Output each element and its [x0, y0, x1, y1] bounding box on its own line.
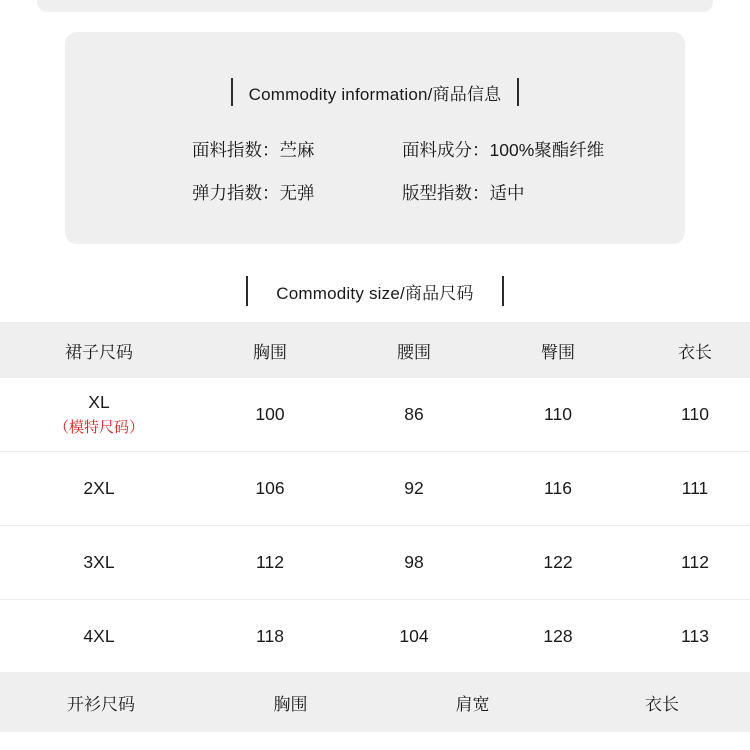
fabric-composition-value: 面料成分：100%聚酯纤维: [402, 140, 605, 160]
commodity-size-heading-en: Commodity size/: [276, 283, 405, 303]
cell-bust: 118: [198, 600, 342, 674]
header-cell-bust: 胸围: [253, 342, 287, 362]
skirt-size-table: [0, 322, 750, 674]
table-row: [0, 378, 750, 452]
header-cell-length: 衣长: [678, 342, 712, 362]
cardigan-size-table: [0, 672, 750, 732]
size-value: 4XL: [83, 625, 115, 646]
header-cell-cardigan-bust: 胸围: [273, 694, 308, 714]
commodity-information-heading: [65, 78, 685, 106]
fit-index-value: 版型指数：适中: [402, 183, 525, 203]
row-size-label: [0, 378, 198, 452]
commodity-information-heading-text: [233, 80, 518, 105]
row-size-label: [0, 452, 198, 526]
elasticity-index-value: 弹力指数：无弹: [192, 183, 315, 203]
table-gap: [0, 660, 750, 672]
table-header-row: [0, 672, 750, 732]
header-cell-hip: 臀围: [541, 342, 575, 362]
cell-length: 110: [630, 378, 750, 452]
cell-hip: 128: [486, 600, 630, 674]
table-row: [0, 452, 750, 526]
cell-waist: 104: [342, 600, 486, 674]
header-cell-cardigan-size: 开衫尺码: [67, 694, 135, 714]
table-header-row: [0, 322, 750, 378]
heading-right-bar-icon: [502, 276, 504, 306]
header-cell-waist: 腰围: [397, 342, 431, 362]
table-row: [0, 526, 750, 600]
commodity-size-heading-cn: 商品尺码: [404, 283, 474, 303]
cell-hip: 122: [486, 526, 630, 600]
size-value: 3XL: [83, 551, 115, 572]
commodity-information-heading-en: Commodity information/: [248, 84, 433, 104]
heading-right-bar-icon: [517, 78, 519, 106]
top-panel-strip: [37, 0, 713, 12]
cell-waist: 86: [342, 378, 486, 452]
info-row: [65, 180, 685, 205]
header-cell-size: 裙子尺码: [65, 342, 133, 362]
info-row: [65, 137, 685, 162]
size-value: XL: [88, 392, 110, 413]
size-value: 2XL: [83, 477, 115, 498]
cell-length: 111: [630, 452, 750, 526]
cell-length: 112: [630, 526, 750, 600]
cell-waist: 92: [342, 452, 486, 526]
cell-bust: 100: [198, 378, 342, 452]
cell-hip: 116: [486, 452, 630, 526]
cell-waist: 98: [342, 526, 486, 600]
cell-bust: 112: [198, 526, 342, 600]
header-cell-cardigan-length: 衣长: [645, 694, 679, 714]
cell-hip: 110: [486, 378, 630, 452]
commodity-size-heading: [0, 276, 750, 306]
fabric-index-value: 面料指数：苎麻: [192, 140, 315, 160]
model-size-note: （模特尺码）: [53, 418, 144, 436]
cell-bust: 106: [198, 452, 342, 526]
header-cell-cardigan-shoulder: 肩宽: [455, 694, 490, 714]
commodity-information-rows: [65, 137, 685, 223]
commodity-size-heading-text: [248, 279, 501, 304]
row-size-label: [0, 526, 198, 600]
cell-length: 113: [630, 600, 750, 674]
commodity-information-heading-cn: 商品信息: [432, 84, 502, 104]
commodity-information-panel: [65, 32, 685, 244]
